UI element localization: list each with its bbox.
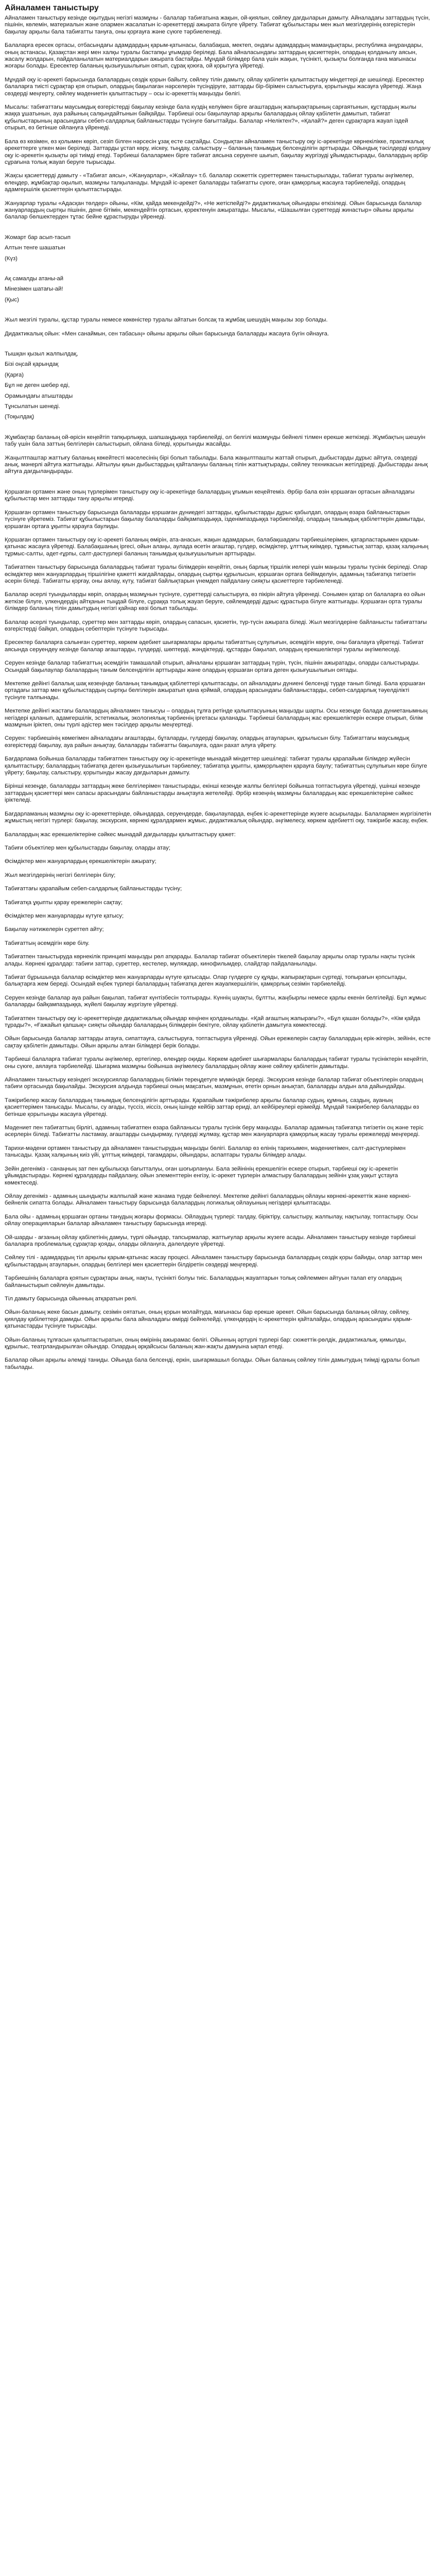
paragraph: Ойлау дегеніміз - адамның шындықты жалпылай және жанама түрде бейнелеуі. Мектепке дейінгі балалардың ойлауы көрнекі-әрекеттік және көрнекі-бейнелік сипатта болады. Айналамен таныстыру барысында балалардың логикалық ойлауының негіздері қалыптасады.: [5, 1193, 411, 1207]
paragraph: Жұмбақтар баланың ой-өрісін кеңейтіп тапқырлыққа, шапшаңдыққа тәрбиелейді, ол белгілі мазмұнды бейнелі тілмен ерекше жеткізеді. Жұмбақтың шешуін табу үшін бала заттың белгілерін салыстырып, ойлана біледі, қорытынды жасайды.: [5, 434, 426, 448]
paragraph: Жақсы қасиеттерді дамыту - «Табиғат аясы», «Жануарлар», «Жайлау» т.б. балалар сюжеттік суреттермен таныстырылады, табиғат туралы әңгімелер, өлеңдер, жұмбақтар оқылып, мазмұны талқыланады. Мұндай іс-әрекет балаларды табиғатты сүюге, оған қамқорлық жасауға тәрбиелейді, олардың адамгершілік қасиеттерін қалыптастырады.: [5, 173, 414, 193]
paragraph: Бағдарлама бойынша балаларды табиғатпен таныстыру оқу іс-әрекетінде мынадай міндеттер шешіледі: табиғат туралы қарапайым білімдер жүйесін қалыптастыру; балалардың табиғатқа деген қызығушылығын тәрбиелеу; табиғатқа ұқыпты, қамқорлықпен қарауға баулу; табиғаттың сұлулығын көре білуге үйрету; бақылау, салыстыру, қорытынды жасау дағдыларын дамыту.: [5, 756, 427, 776]
paragraph: Ақ самалды атаны-ай: [5, 275, 64, 282]
paragraph: Бала өз көзімен, өз қолымен көріп, сезіп білген нәрсесін ұзақ есте сақтайды. Сондықтан айналамен таныстыру оқу іс-әрекетінде көрнекілікке, практикалық әрекеттерге үлкен мән беріледі. Заттарды ұстап көру, иіскеу, тыңдау, салыстыру – баланың танымдық белсенділігін арттырады. Ойындық тәсілдерді қолдану оқу іс-әрекетін қызықты әрі тиімді етеді. Тәрбиеші балалармен бірге табиғат аясына серуенге шығып, бақылау жүргізуді ұйымдастырады, балалардың әрбір сұрағына толық жауап беруге тырысады.: [5, 138, 431, 165]
paragraph: Айналамен таныстыру кезіндегі экскурсиялар балалардың білімін тереңдетуге мүмкіндік береді. Экскурсия кезінде балалар табиғат объектілерін олардың табиғи ортасында бақылайды. Экскурсия алдында тәрбиеші оның мақсатын, мазмұнын, өтетін орнын анықтап, балаларды алдын ала дайындайды.: [5, 1077, 423, 1090]
paragraph: Зейін дегеніміз - санаңның зат пен құбылысқа бағытталуы, оған шоғырлануы. Бала зейінінің ерекшелігін ескере отырып, тәрбиеші оқу іс-әрекетін ұйымдастырады. Көрнекі құралдарды пайдалану, ойын элементтерін енгізу, іс-әрекет түрлерін алмастыру балалардың зейінін ұзақ уақыт ұстауға көмектеседі.: [5, 1165, 398, 1186]
paragraph: Жыл мезгілдерінің негізгі белгілерін білу;: [5, 872, 116, 878]
paragraph: (Қарға): [5, 371, 24, 378]
paragraph: Бағдарламаның мазмұны оқу іс-әрекеттерінде, ойындарда, серуендерде, бақылауларда, еңбек іс-әрекеттерінде жүзеге асырылады. Балалармен жүргізілетін жұмыстың негізгі түрлері: бақылау, экскурсия, көрнекі құралдармен жұмыс, дидактикалық ойындар, әңгімелесу, көркем әдебиетті оқу, тәжірибе жасау, еңбек.: [5, 810, 431, 824]
paragraph: Жануарлар туралы «Адасқан төлдер» ойыны, «Кім, қайда мекендейді?», «Не жетіспейді?» дидактикалық ойындары өткізіледі. Ойын барысында балалар жануарлардың сыртқы пішінін, дене бітімін, мекендейтін ортасын, қоректенуін ажыратады. Мысалы, «Шашылған суреттерді жинастыр» ойыны арқылы балалар бөлшектерден тұтас бейне құрастыруды үйренеді.: [5, 200, 422, 221]
paragraph: Балалар әсерлі туындыларды көріп, олардың мазмұнын түсінуге, суреттерді салыстыруға, өз пікірін айтуға үйренеді. Сонымен қатар ол балаларға өз ойын жеткізе білуге, үлкендердің айтқанын тыңдай білуге, сұраққа толық жауап беруге, сөйлемдерді дұрыс құрастыра білуге жаттығады. Қоршаған орта туралы білімдер баланың тілін дамытудың негізгі қайнар көзі болып табылады.: [5, 591, 425, 612]
paragraph: Бұл не деген шебер еді,: [5, 382, 70, 389]
paragraph: Өсімдіктер мен жануарлардың ерекшеліктерін ажырату;: [5, 858, 156, 865]
paragraph: Табиғатпен таныстыру барысында балалардың табиғат туралы білімдерін кеңейтіп, оның барлық тіршілік иелері үшін маңызы туралы түсінік беріледі. Олар өсімдіктер мен жануарлардың тіршілігіне қажетті жағдайларды, олардың сыртқы құрылысын, қоршаған ортаға бейімделуін, адамның табиғатқа тигізетін әсерін біледі. Табиғатты қорғау, оны аялау, күту, табиғат байлықтарын үнемдеп пайдалану сияқты қасиеттерге тәрбиеленеді.: [5, 564, 428, 584]
paragraph: Алтын тенге шашатын: [5, 245, 65, 251]
paragraph: Серуен кезінде балалар табиғаттың әсемдігін тамашалай отырып, айналаны қоршаған заттардың түрін, түсін, пішінін ажыратады, оларды салыстырады. Осындай бақылаулар балалардың таным белсенділігін арттырады және олардың қоршаған ортаға деген қызығушылығын оятады.: [5, 660, 420, 673]
paragraph: Ой-шарды - ағзаның ойлау қабілетінің дамуы, түрлі ойындар, тапсырмалар, жаттығулар арқылы жүзеге асады. Айналамен таныстыру кезінде тәрбиеші балаларға проблемалық сұрақтар қояды, оларды ойлануға, дәлелдеуге үйретеді.: [5, 1234, 416, 1247]
paragraph: Орамындағы атыштарды: [5, 393, 73, 399]
paragraph: Жомарт бар асып-тасып: [5, 234, 71, 241]
paragraph: (Күз): [5, 255, 18, 262]
paragraph: Балалардың жас ерекшеліктеріне сәйкес мынадай дағдыларды қалыптастыру қажет:: [5, 831, 236, 838]
paragraph: Бақылау нәтижелерін суреттеп айту;: [5, 926, 104, 933]
paragraph: Тәжірибелер жасау балалардың танымдық белсенділігін арттырады. Қарапайым тәжірибелер арқылы балалар судың, құмның, саздың, ауаның қасиеттерімен танысады. Мысалы, су ағады, түссіз, иіссіз, оның ішінде кейбір заттар ериді, ал кейбіреулері ерімейді. Мұндай тәжірибелер балаларды өз бетінше қорытынды жасауға үйретеді.: [5, 1097, 419, 1117]
paragraph: Балаларға ересек ортасы, отбасындағы адамдардың қарым-қатынасы, балабақша, мектеп, ондағы адамдардың мамандықтары, республика әнұрандары, оның астанасы, Қазақстан жері мен халқы туралы бастапқы ұғымдар беріледі. Бала айналасындағы заттардың қасиеттерін, олардың қолданылу аясын, жасалу жолдарын, пайдаланылатын материалдарын ажырата бастайды. Мұндай білімдер бала үшін жақын, түсінікті, қызықты болғанда ғана мағынасы жоғары болады. Ересектер баланың қызығушылығын оятып, сұрақ қоюға, ой қорытуға үйретеді.: [5, 42, 423, 70]
paragraph: Серуен кезінде балалар ауа райын бақылап, табиғат күнтізбесін толтырады. Күннің шуақты, бұлтты, жаңбырлы немесе қарлы екенін белгілейді. Бұл жұмыс балаларды байқампаздыққа, жүйелі бақылау жүргізуге үйретеді.: [5, 994, 427, 1008]
paragraph: Тарихи-мәдени ортамен таныстыру да айналамен таныстырудың маңызды бөлігі. Балалар өз елінің тарихымен, мәдениетімен, салт-дәстүрлерімен танысады. Қазақ халқының киіз үйі, ұлттық киімдері, тағамдары, ойындары, аспаптары туралы білімдер алады.: [5, 1145, 406, 1159]
document-body: [5, 15, 431, 1371]
paragraph: Ойын-баланың тұлғасын қалыптастыратын, оның өмірінің ажырамас бөлігі. Ойынның әртүрлі түрлері бар: сюжеттік-рөлдік, дидактикалық, қимылды, құрылыс, театрландырылған ойындар. Олардың әрқайсысы баланың жан-жақты дамуына ықпал етеді.: [5, 1336, 407, 1350]
paragraph: (Тоқылдақ): [5, 414, 34, 420]
paragraph: (Қыс): [5, 296, 19, 303]
paragraph: Сөйлеу тілі - адамдардың тіл арқылы қарым-қатынас жасау процесі. Айналамен таныстыру барысында балалардың сөздік қоры байиды, олар заттар мен құбылыстардың атауларын, олардың белгілері мен қасиеттерін білдіретін сөздерді меңгереді.: [5, 1255, 423, 1268]
paragraph: Табиғатқа ұқыпты қарау ережелерін сақтау;: [5, 899, 123, 906]
paragraph: Ересектер балаларға салынған суреттер, көркем әдебиет шығармалары арқылы табиғаттың сұлулығын, әсемдігін көруге, оны бағалауға үйретеді. Табиғат аясында серуендеу кезінде балалар ағаштарды, гүлдерді, шөптерді, жәндіктерді, құстарды бақылап, олардың ерекшеліктері туралы әңгімелеседі.: [5, 639, 424, 653]
paragraph: Дидактикалық ойын: «Мен санаймын, сен табасың» ойыны арқылы ойын барысында балаларды жасауға бүгін ойнауға.: [5, 330, 329, 337]
paragraph: Табиғаттағы қарапайым себеп-салдарлық байланыстарды түсіну;: [5, 886, 182, 892]
paragraph: Бірінші кезеңде, балаларды заттардың жеке белгілерімен таныстырады, екінші кезеңде жалпы белгілері бойынша топтастыруға үйретеді, үшінші кезеңде заттардың қасиеттері мен сапасы арасындағы байланыстарды анықтауға жетелейді. Әрбір кезеңнің мазмұны балалардың жас ерекшеліктеріне сәйкес іріктеледі.: [5, 783, 421, 804]
paragraph: Мектепке дейінгі балалық шақ кезеңінде баланың танымдық қабілеттері қалыптасады, ол айналадағы дүниені белсенді түрде танып біледі. Бала қоршаған ортадағы заттар мен құбылыстардың сыртқы белгілерін ажыратып қана қоймай, олардың арасындағы байланыстарды, себеп-салдарлық тәуелділікті түсінуге талпынады.: [5, 681, 425, 701]
paragraph: Серуен: тәрбиешінің көмегімен айналадағы ағаштарды, бұталарды, гүлдерді бақылау, олардың атауларын, құрылысын білу. Табиғаттағы маусымдық өзгерістерді бақылау, ауа райын анықтау, балаларды табиғатты бақылауға, одан рахат алуға үйрету.: [5, 735, 409, 749]
paragraph: Қоршаған ортамен және оның түрлерімен таныстыру оқу іс-әрекетінде балалардың ұғымын кеңейтеміз. Әрбір бала өзін қоршаған ортасын айналадағы құбылыстар мен заттарды тану арқылы игереді.: [5, 488, 415, 502]
paragraph: Табиғаттың әсемдігін көре білу.: [5, 940, 90, 946]
paragraph: Балалар ойын арқылы әлемді таниды. Ойында бала белсенді, еркін, шығармашыл болады. Ойын баланың сөйлеу тілін дамытудың тиімді құралы болып табылады.: [5, 1357, 420, 1370]
paragraph: Бізі оңсай қарындақ: [5, 361, 59, 368]
paragraph: Тұнсылатын шенеді.: [5, 403, 60, 410]
paragraph: Жыл мезгілі туралы, құстар туралы немесе көкөністер туралы айтатын болсақ та жұмбақ шешудің маңызы зор болады.: [5, 317, 328, 324]
paragraph: Өсімдіктер мен жануарларды күтуге қатысу;: [5, 912, 124, 919]
paragraph: Табиғат бұрышында балалар өсімдіктер мен жануарларды күтуге қатысады. Олар гүлдерге су құяды, жапырақтарын сүртеді, топырағын қопсытады, балықтарға жем береді. Осындай еңбек түрлері балалардың табиғатқа деген жауапкершілігін, қамқорлық сезімін тәрбиелейді.: [5, 974, 407, 988]
paragraph: Ойын барысында балалар заттарды атауға, сипаттауға, салыстыруға, топтастыруға үйренеді. Ойын ережелерін сақтау балалардың ерік-жігерін, зейінін, есте сақтау қабілетін дамытады. Ойын арқылы алған білімдері берік болады.: [5, 1036, 431, 1049]
paragraph: Жаңылтпаштар жаттығу баланың көкейтесті мәселесінің бірі болып табылады. Бала жаңылтпашты жаттай отырып, дыбыстарды дұрыс айтуға, сөздерді анық, мәнерлі айтуға жаттығады. Айтылуы қиын дыбыстардың қайталануы баланың тілін жаттықтырады, сөйлеу техникасын жетілдіреді. Дыбыстарды анық айтуға дағдыландырады.: [5, 454, 428, 475]
paragraph: Табиғатпен таныстыру оқу іс-әрекеттерінде дидактикалық ойындар кеңінен қолданылады. «Қай ағаштың жапырағы?», «Бұл қашан болады?», «Кім қайда тұрады?», «Ғажайып қапшық» сияқты ойындар балалардың білімдерін бекітуге, ойлау қабілетін дамытуға көмектеседі.: [5, 1015, 421, 1028]
paragraph: Айналамен таныстыру кезінде оқытудың негізгі мазмұны - балалар табиғатына жақын, ой-қиялын, сөйлеу дағдыларын дамыту. Айналадағы заттардың түсін, пішінін, көлемін, материалын және олармен жасалатын іс-әрекеттерді ажырата білуге үйрету. Табиғат құбылыстары мен жыл мезгілдерінің өзгерістерін бақылау арқылы бала табиғатты тануға, оны қорғауға және сүюге тәрбиеленеді.: [5, 15, 430, 35]
paragraph: Қоршаған ортамен таныстыру барысында балаларды қоршаған дүниедегі заттарды, құбылыстарды дұрыс қабылдап, олардың өзара байланыстарын түсінуге үйретеміз. Табиғат құбылыстарын бақылау балаларды байқампаздыққа, ізденімпаздыққа тәрбиелейді, олардың танымдық қабілеттерін дамытады, қоршаған ортаға ұқыпты қарауға баулиды.: [5, 509, 425, 530]
paragraph: Қоршаған ортамен таныстыру оқу іс-әрекеті баланың өмірін, ата-анасын, жақын адамдарын, балабақшадағы тәрбиешілерімен, қатарластарымен қарым-қатынас жасауға үйретеді. Балабақшаның іргесі, ойын алаңы, аулада өсетін ағаштар, гүлдер, өсімдіктер, ұлттық киімдер, тұрмыстық заттар, қазақ халқының тұрмыс-салты, әдет-ғұрпы, салт-дәстүрлері баланың танымдық қызығушылығын арттырады.: [5, 536, 429, 557]
paragraph: Мінезімен шатағы-ай!: [5, 286, 63, 293]
paragraph: Тіл дамыту барысында ойынның атқаратын рөлі.: [5, 1295, 137, 1302]
paragraph: Тышқан қызыл жалпылдақ,: [5, 351, 78, 357]
paragraph: Тәрбиешінің балаларға қоятын сұрақтары анық, нақты, түсінікті болуы тиіс. Балалардың жауаптарын толық сөйлеммен айтуын талап ету олардың байланыстырып сөйлеуін дамытады.: [5, 1275, 402, 1289]
paragraph: Мысалы: табиғаттағы маусымдық өзгерістерді бақылау кезінде бала күздің келуімен бірге ағаштардың жапырақтарының сарғаятынын, құстардың жылы жаққа ұшатынын, ауа райының салқындайтынын байқайды. Тәрбиеші осы бақылаулар арқылы балалардың ойлау қабілетін дамытып, табиғат құбылыстарының арасындағы себеп-салдарлық байланыстарды түсінуге бағыттайды. Балалар «Неліктен?», «Қалай?» деген сұрақтарға жауап іздей отырып, өз бетінше ойлануға үйренеді.: [5, 104, 416, 131]
paragraph: Табиғатпен таныстыруда көрнекілік принципі маңызды рөл атқарады. Балалар табиғат объектілерін тікелей бақылау арқылы олар туралы нақты түсінік алады. Көрнекі құралдар: табиғи заттар, суреттер, кестелер, муляждар, кинофильмдер, слайдтар пайдаланылады.: [5, 954, 415, 967]
paragraph: Мұндай оқу іс-әрекеті барысында балалардың сөздік қорын байыту, сөйлеу тілін дамыту, ойлау қабілетін қалыптастыру міндеттері де шешіледі. Ересектер балаларға тиісті сұрақтар қоя отырып, олардың бақылаған нәрселерін түсіндіруге, заттарды бір-бірімен салыстыруға, қорытынды жасауға үйретеді. Жаңа сөздерді меңгерту, сөйлеу мәдениетін қалыптастыру – осы іс-әрекеттің маңызды бөлігі.: [5, 76, 424, 97]
paragraph: Табиғи объектілер мен құбылыстарды бақылау, оларды атау;: [5, 844, 170, 851]
paragraph: Мәдениет пен табиғаттың бірлігі, адамның табиғатпен өзара байланысы туралы түсінік беру маңызды. Балалар адамның табиғатқа тигізетін оң және теріс әсерлерін біледі. Табиғатты ластамау, ағаштарды сындырмау, гүлдерді жұлмау, құстар мен жануарларға қамқорлық жасау туралы ережелерді меңгереді.: [5, 1125, 424, 1138]
paragraph: Балалар әсерлі туындылар, суреттер мен заттарды көріп, олардың сапасын, қасиетін, түр-түсін ажырата біледі. Жыл мезгілдеріне байланысты табиғаттағы өзгерістерді байқап, олардың себептерін түсінуге тырысады.: [5, 619, 427, 632]
document-title: Айналамен таныстыру: [5, 4, 99, 12]
paragraph: Ойын-баланың жеке басын дамыту, сезімін оятатын, оның қорын молайтуда, мағынасы бар ерекше әрекет. Ойын барысында баланың ойлау, сөйлеу, қиялдау қабілеттері дамиды. Ойын арқылы бала айналадағы өмірді бейнелейді, үлкендердің іс-әрекеттерін қайталайды, олардың арасындағы қарым-қатынастарды түсінуге тырысады.: [5, 1309, 412, 1330]
paragraph: Бала ойы - адамның қоршаған ортаны танудың жоғары формасы. Ойлаудың түрлері: талдау, біріктіру, салыстыру, жалпылау, нақтылау, топтастыру. Осы ойлау операцияларын балалар айналамен таныстыру барысында игереді.: [5, 1213, 418, 1227]
paragraph: Мектепке дейінгі жастағы балалардың айналамен танысуы – олардың тұлға ретінде қалыптасуының маңызды шарты. Осы кезеңде балада дүниетанымның негіздері қаланып, адамгершілік, эстетикалық, экологиялық тәрбиенің іргетасы қаланады. Тәрбиеші балалардың жас ерекшеліктерін ескере отырып, білім мазмұнын іріктеп, оны түрлі әдістер мен тәсілдер арқылы меңгертеді.: [5, 708, 428, 728]
paragraph: Тәрбиеші балаларға табиғат туралы әңгімелер, ертегілер, өлеңдер оқиды. Көркем әдебиет шығармалары балалардың табиғат туралы түсініктерін кеңейтіп, оны сүюге, аялауға тәрбиелейді. Шығарма мазмұны бойынша әңгімелесу балалардың ойлау және сөйлеу қабілетін дамытады.: [5, 1056, 428, 1070]
